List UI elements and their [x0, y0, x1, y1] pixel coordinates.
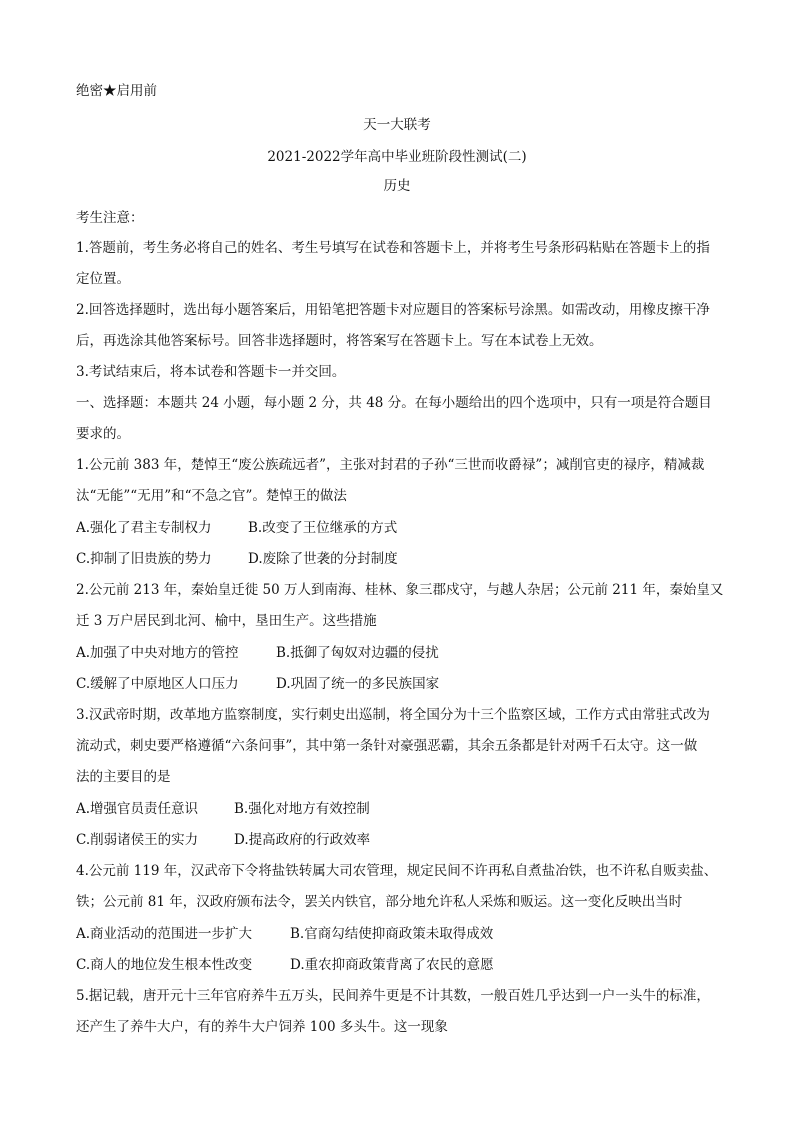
question-3-option-d: D.提高政府的行政效率 — [234, 832, 371, 848]
question-3-stem-line-1: 3.汉武帝时期，改革地方监察制度，实行刺史出巡制，将全国分为十三个监察区域，工作方式由常驻式改为 — [76, 707, 710, 723]
question-2-option-a: A.加强了中央对地方的管控 — [76, 645, 239, 661]
question-4-option-a: A.商业活动的范围进一步扩大 — [76, 926, 253, 942]
question-1-stem-line-2: 汰“无能”“无用”和“不急之官”。楚悼王的做法 — [76, 488, 347, 504]
question-4-option-d: D.重农抑商政策背离了农民的意愿 — [290, 957, 494, 973]
section-1-instructions-line-2: 要求的。 — [76, 426, 130, 442]
secret-label: 绝密★启用前 — [76, 83, 157, 99]
question-3-option-c: C.削弱诸侯王的实力 — [76, 832, 199, 848]
question-3-stem-line-3: 法的主要目的是 — [76, 769, 171, 785]
question-3-stem-line-2: 流动式，刺史要严格遵循“六条问事”，其中第一条针对豪强恶霸，其余五条都是针对两千石太守。这一做 — [76, 738, 698, 754]
question-2-option-d: D.巩固了统一的多民族国家 — [276, 676, 440, 692]
question-1-option-d: D.废除了世袭的分封制度 — [248, 551, 398, 567]
question-2-option-b: B.抵御了匈奴对边疆的侵扰 — [276, 645, 439, 661]
notice-item-2-line-1: 2.回答选择题时，选出每小题答案后，用铅笔把答题卡对应题目的答案标号涂黑。如需改动，用橡皮擦干净 — [76, 302, 710, 318]
question-3-option-b: B.强化对地方有效控制 — [234, 801, 370, 817]
question-1-option-c: C.抑制了旧贵族的势力 — [76, 551, 212, 567]
question-1-option-a: A.强化了君主专制权力 — [76, 520, 212, 536]
question-5-stem-line-1: 5.据记载，唐开元十三年官府养牛五万头，民间养牛更是不计其数，一般百姓几乎达到一户一头牛的标准， — [76, 988, 710, 1004]
subject-title: 历史 — [383, 178, 411, 194]
question-3-option-a: A.增强官员责任意识 — [76, 801, 199, 817]
notice-item-1-line-2: 定位置。 — [76, 271, 130, 287]
question-1-option-b: B.改变了王位继承的方式 — [248, 520, 398, 536]
section-1-instructions-line-1: 一、选择题：本题共 24 小题，每小题 2 分，共 48 分。在每小题给出的四个选项中，只有一项是符合题目 — [76, 395, 712, 411]
question-4-stem-line-1: 4.公元前 119 年，汉武帝下令将盐铁转属大司农管理，规定民间不许再私自煮盐冶铁，也不许私自贩卖盐、 — [76, 863, 718, 879]
notice-item-2-line-2: 后，再选涂其他答案标号。回答非选择题时，将答案写在答题卡上。写在本试卷上无效。 — [76, 333, 603, 349]
question-4-stem-line-2: 铁；公元前 81 年，汉政府颁布法令，罢关内铁官，部分地允许私人采炼和贩运。这一变化反映出当时 — [76, 894, 683, 910]
notice-title: 考生注意： — [76, 210, 144, 226]
org-title: 天一大联考 — [363, 117, 431, 133]
notice-item-1-line-1: 1.答题前，考生务必将自己的姓名、考生号填写在试卷和答题卡上，并将考生号条形码粘贴在答题卡上的指 — [76, 240, 710, 256]
question-4-option-c: C.商人的地位发生根本性改变 — [76, 957, 253, 973]
exam-title: 2021-2022学年高中毕业班阶段性测试(二) — [267, 149, 527, 165]
question-2-stem-line-1: 2.公元前 213 年，秦始皇迁徙 50 万人到南海、桂林、象三郡戍守，与越人杂居；公元前 211 年，秦始皇又 — [76, 582, 724, 598]
question-4-option-b: B.官商勾结使抑商政策未取得成效 — [290, 926, 494, 942]
question-5-stem-line-2: 还产生了养牛大户，有的养牛大户饲养 100 多头牛。这一现象 — [76, 1019, 448, 1035]
notice-item-3: 3.考试结束后，将本试卷和答题卡一并交回。 — [76, 364, 346, 380]
question-1-stem-line-1: 1.公元前 383 年，楚悼王“废公族疏远者”，主张对封君的子孙“三世而收爵禄”；减削官吏的禄序，精减裁 — [76, 457, 705, 473]
question-2-option-c: C.缓解了中原地区人口压力 — [76, 676, 239, 692]
question-2-stem-line-2: 迁 3 万户居民到北河、榆中，垦田生产。这些措施 — [76, 613, 377, 629]
